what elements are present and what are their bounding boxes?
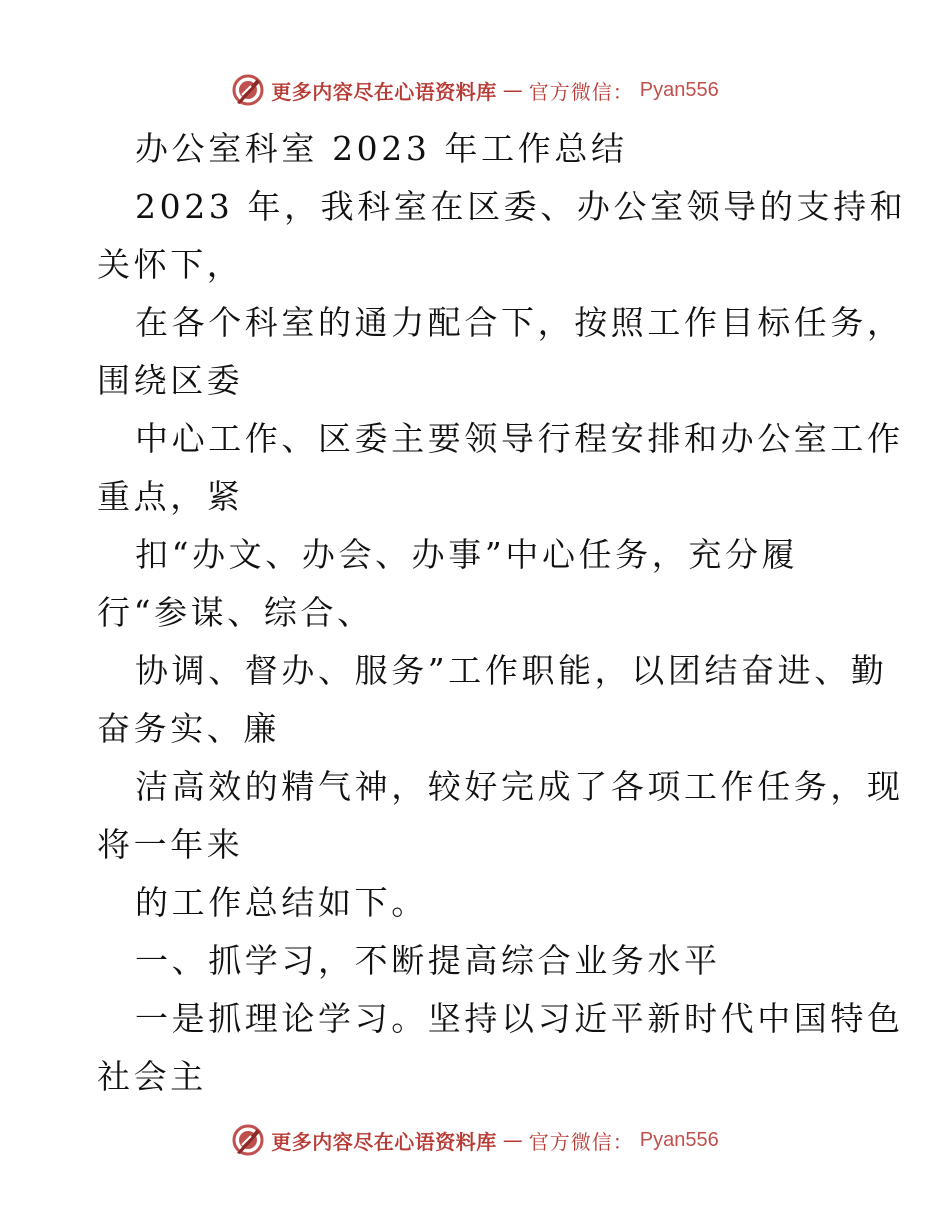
footer-banner xyxy=(0,1120,950,1160)
text-line: 重点，紧 xyxy=(97,477,244,516)
section-heading: 一、抓学习，不断提高综合业务水平 xyxy=(135,941,721,980)
text-line: 洁高效的精气神，较好完成了各项工作任务，现 xyxy=(135,767,904,806)
text-line: 的工作总结如下。 xyxy=(135,883,428,922)
banner-separator: — xyxy=(502,1128,523,1152)
document-body xyxy=(97,120,907,1106)
text-line: 中心工作、区委主要领导行程安排和办公室工作 xyxy=(135,419,904,458)
text-line: 协调、督办、服务”工作职能，以团结奋进、勤 xyxy=(135,651,888,690)
text-line: 关怀下， xyxy=(97,245,244,284)
header-banner xyxy=(0,70,950,110)
banner-wechat-label: 官方微信： xyxy=(528,1129,634,1154)
quill-pen-seal-icon xyxy=(231,1123,265,1157)
text-line: 扣“办文、办会、办事”中心任务，充分履 xyxy=(135,535,799,574)
quill-pen-seal-icon xyxy=(231,73,265,107)
text-line: 奋务实、廉 xyxy=(97,709,280,748)
text-line: 2023 年，我科室在区委、办公室领导的支持和 xyxy=(135,187,907,226)
text-line: 行“参谋、综合、 xyxy=(97,593,374,632)
banner-brand: 更多内容尽在心语资料库 xyxy=(271,1129,497,1154)
text-line: 将一年来 xyxy=(97,825,244,864)
text-line: 一是抓理论学习。坚持以习近平新时代中国特色 xyxy=(135,999,904,1038)
text-line: 围绕区委 xyxy=(97,361,244,400)
banner-wechat-id: Pyan556 xyxy=(639,78,719,101)
banner-separator: — xyxy=(502,78,523,102)
banner-wechat-label: 官方微信： xyxy=(528,79,634,104)
document-title: 办公室科室 2023 年工作总结 xyxy=(135,129,628,168)
text-line: 社会主 xyxy=(97,1057,207,1096)
banner-brand: 更多内容尽在心语资料库 xyxy=(271,79,497,104)
text-line: 在各个科室的通力配合下，按照工作目标任务， xyxy=(135,303,904,342)
banner-wechat-id: Pyan556 xyxy=(639,1128,719,1151)
